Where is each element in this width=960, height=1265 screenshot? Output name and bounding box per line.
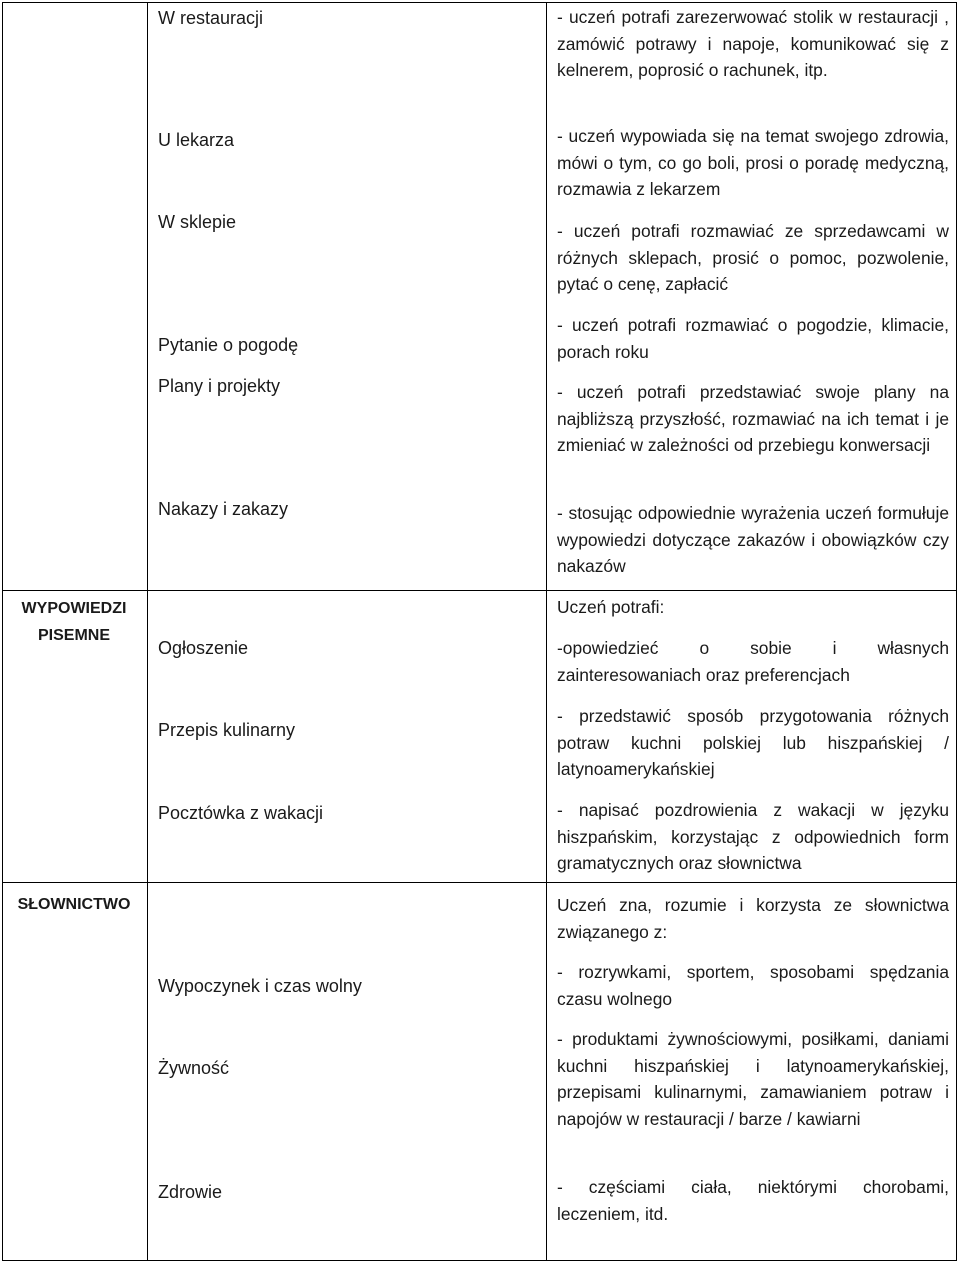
column-divider-1 [147,2,148,1261]
category-written: WYPOWIEDZI PISEMNE [21,600,127,644]
topic: Pocztówka z wakacji [158,803,324,823]
description: - uczeń wypowiada się na temat swojego zdrowia, mówi o tym, co go boli, prosi o poradę medyczną, rozmawia z lekarzem [557,126,949,199]
topic: Wypoczynek i czas wolny [158,976,362,996]
description: - napisać pozdrowienia z wakacji w języku hiszpańskim, korzystając z odpowiednich form gramatycznych oraz słownictwa [557,800,949,873]
topic: Plany i projekty [158,376,281,396]
topic: Ogłoszenie [158,638,249,658]
description: - rozrywkami, sportem, sposobami spędzania czasu wolnego [557,962,949,1009]
topic: Nakazy i zakazy [158,499,289,519]
topic: W sklepie [158,212,237,232]
topic: Pytanie o pogodę [158,335,299,355]
category-vocabulary: SŁOWNICTWO [17,896,131,913]
description: - przedstawić sposób przygotowania różnych potraw kuchni polskiej lub hiszpańskiej / latynoamerykańskiej [557,706,949,779]
description: - uczeń potrafi zarezerwować stolik w restauracji , zamówić potrawy i napoje, komunikować się z kelnerem, poprosić o rachunek, itp. [557,7,949,80]
row-divider-2 [2,882,957,883]
topic: U lekarza [158,130,235,150]
description: - stosując odpowiednie wyrażenia uczeń formułuje wypowiedzi dotyczące zakazów i obowiązków czy nakazów [557,503,949,576]
description: -opowiedzieć o sobie i własnych zainteresowaniach oraz preferencjach [557,638,949,685]
description-intro: Uczeń potrafi: [557,597,665,617]
description: - uczeń potrafi rozmawiać o pogodzie, klimacie, porach roku [557,315,949,362]
description: - częściami ciała, niektórymi chorobami, leczeniem, itd. [557,1177,949,1224]
description: - uczeń potrafi przedstawiać swoje plany na najbliższą przyszłość, rozmawiać na ich temat i je zmieniać w zależności od przebiegu konwersacji [557,382,949,455]
topic: W restauracji [158,8,264,28]
topic: Zdrowie [158,1182,223,1202]
description: - uczeń potrafi rozmawiać ze sprzedawcami w różnych sklepach, prosić o pomoc, pozwolenie, pytać o cenę, zapłacić [557,221,949,294]
description-intro: Uczeń zna, rozumie i korzysta ze słownictwa związanego z: [557,895,949,942]
topic: Żywność [158,1058,230,1078]
description: - produktami żywnościowymi, posiłkami, daniami kuchni hiszpańskiej i latynoamerykańskiej, przepisami kulinarnymi, zamawianiem potraw i napojów w restauracji / barze / kawiarni [557,1029,949,1129]
topic: Przepis kulinarny [158,720,296,740]
row-divider-1 [2,590,957,591]
column-divider-2 [546,2,547,1261]
